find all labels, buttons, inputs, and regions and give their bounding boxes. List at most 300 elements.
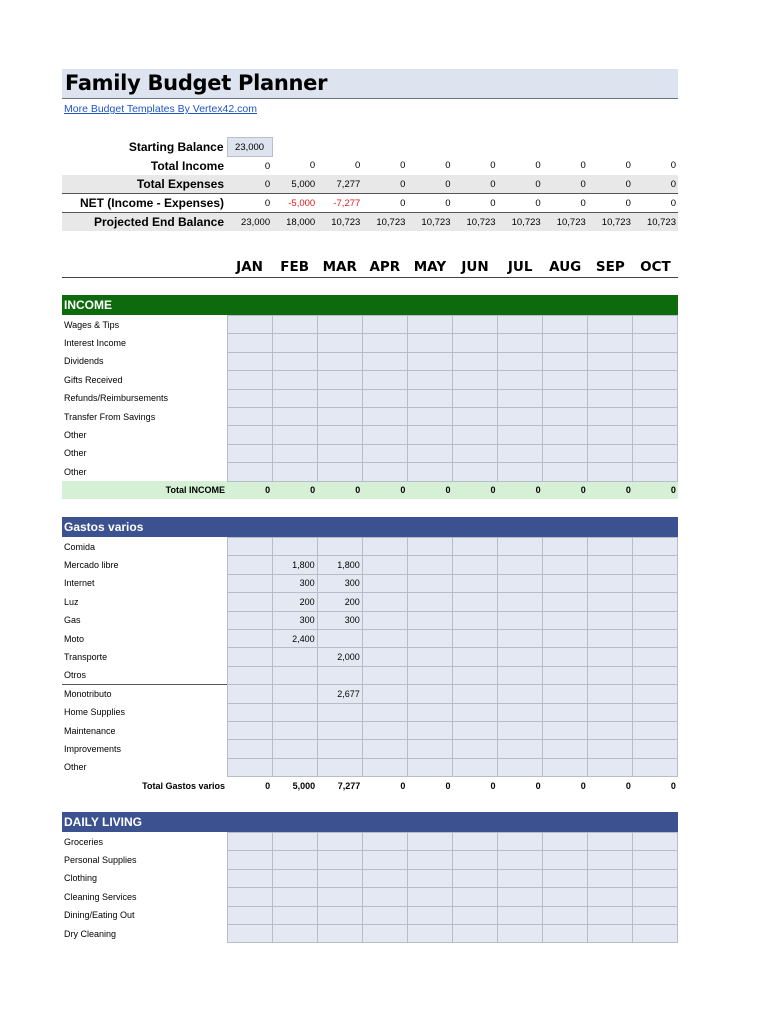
table-row	[62, 851, 678, 869]
gastos-cell[interactable]	[407, 703, 452, 721]
income-cell[interactable]	[498, 371, 543, 389]
income-cell[interactable]	[227, 463, 272, 481]
daily-living-cell[interactable]	[633, 888, 678, 906]
gastos-cell[interactable]	[633, 629, 678, 647]
gastos-cell[interactable]	[498, 685, 543, 703]
daily-living-cell[interactable]	[317, 869, 362, 887]
gastos-cell[interactable]	[362, 611, 407, 629]
gastos-cell[interactable]	[407, 574, 452, 592]
income-total-row	[62, 481, 678, 499]
gastos-cell[interactable]	[543, 740, 588, 758]
gastos-cell[interactable]	[407, 648, 452, 666]
gastos-cell[interactable]	[588, 721, 633, 739]
income-cell[interactable]	[272, 444, 317, 462]
income-cell[interactable]	[543, 316, 588, 334]
gastos-cell[interactable]	[452, 721, 497, 739]
gastos-cell[interactable]	[498, 721, 543, 739]
income-cell[interactable]	[543, 352, 588, 370]
summary-value: 10,723	[317, 213, 362, 232]
gastos-cell[interactable]	[633, 538, 678, 556]
daily-living-cell[interactable]	[362, 906, 407, 924]
daily-living-cell[interactable]	[588, 833, 633, 851]
daily-living-cell[interactable]	[543, 924, 588, 942]
gastos-cell[interactable]	[588, 556, 633, 574]
gastos-cell[interactable]	[498, 574, 543, 592]
daily-living-cell[interactable]	[227, 851, 272, 869]
daily-living-cell[interactable]	[588, 869, 633, 887]
gastos-cell[interactable]: 1,800	[272, 556, 317, 574]
daily-living-cell[interactable]	[317, 906, 362, 924]
gastos-cell[interactable]	[317, 721, 362, 739]
summary-value: 10,723	[452, 213, 497, 232]
income-cell[interactable]	[317, 389, 362, 407]
gastos-row-label: Gas	[64, 615, 81, 626]
gastos-cell[interactable]	[317, 538, 362, 556]
gastos-cell[interactable]	[543, 721, 588, 739]
gastos-cell[interactable]	[633, 758, 678, 776]
income-cell[interactable]	[543, 444, 588, 462]
gastos-cell[interactable]	[633, 593, 678, 611]
income-cell[interactable]	[498, 444, 543, 462]
income-cell[interactable]	[498, 316, 543, 334]
gastos-cell[interactable]	[272, 538, 317, 556]
gastos-cell[interactable]	[272, 740, 317, 758]
gastos-cell[interactable]: 2,000	[317, 648, 362, 666]
gastos-cell[interactable]	[452, 593, 497, 611]
gastos-cell[interactable]: 300	[317, 611, 362, 629]
income-cell[interactable]	[407, 407, 452, 425]
income-cell[interactable]	[272, 352, 317, 370]
gastos-cell[interactable]	[227, 758, 272, 776]
daily-living-cell[interactable]	[452, 888, 497, 906]
income-cell[interactable]	[452, 352, 497, 370]
gastos-cell[interactable]	[362, 703, 407, 721]
gastos-cell[interactable]	[633, 611, 678, 629]
daily-living-cell[interactable]	[227, 906, 272, 924]
gastos-cell[interactable]	[362, 758, 407, 776]
income-cell[interactable]	[498, 334, 543, 352]
gastos-cell[interactable]	[362, 556, 407, 574]
income-cell[interactable]	[407, 371, 452, 389]
daily-living-cell[interactable]	[272, 888, 317, 906]
daily-living-cell[interactable]	[272, 924, 317, 942]
daily-living-cell[interactable]	[543, 888, 588, 906]
gastos-cell[interactable]	[452, 666, 497, 684]
income-cell[interactable]	[452, 389, 497, 407]
income-cell[interactable]	[588, 463, 633, 481]
income-cell[interactable]	[633, 389, 678, 407]
income-cell[interactable]	[633, 426, 678, 444]
income-cell[interactable]	[452, 444, 497, 462]
gastos-total-value: 7,277	[317, 777, 362, 795]
daily-living-cell[interactable]	[272, 869, 317, 887]
gastos-cell[interactable]	[272, 721, 317, 739]
daily-living-cell[interactable]	[543, 869, 588, 887]
income-cell[interactable]	[317, 352, 362, 370]
income-cell[interactable]	[588, 444, 633, 462]
income-cell[interactable]	[227, 334, 272, 352]
gastos-cell[interactable]	[407, 666, 452, 684]
gastos-cell[interactable]	[317, 758, 362, 776]
daily-living-cell[interactable]	[588, 924, 633, 942]
gastos-cell[interactable]	[227, 629, 272, 647]
daily-living-row-label: Personal Supplies	[64, 855, 137, 866]
gastos-cell[interactable]	[588, 703, 633, 721]
gastos-cell[interactable]	[452, 703, 497, 721]
table-row	[62, 611, 678, 629]
daily-living-cell[interactable]	[588, 851, 633, 869]
income-cell[interactable]	[362, 371, 407, 389]
gastos-cell[interactable]	[452, 556, 497, 574]
gastos-cell[interactable]	[498, 666, 543, 684]
daily-living-cell[interactable]	[407, 906, 452, 924]
income-cell[interactable]	[407, 352, 452, 370]
income-cell[interactable]	[407, 463, 452, 481]
daily-living-cell[interactable]	[407, 888, 452, 906]
income-cell[interactable]	[317, 371, 362, 389]
gastos-cell[interactable]	[543, 666, 588, 684]
gastos-cell[interactable]	[407, 556, 452, 574]
gastos-cell[interactable]	[588, 666, 633, 684]
income-cell[interactable]	[588, 407, 633, 425]
gastos-cell[interactable]	[543, 703, 588, 721]
gastos-cell[interactable]	[633, 740, 678, 758]
gastos-cell[interactable]: 200	[272, 593, 317, 611]
gastos-cell[interactable]	[452, 611, 497, 629]
income-cell[interactable]	[588, 334, 633, 352]
gastos-cell[interactable]	[407, 721, 452, 739]
daily-living-cell[interactable]	[227, 924, 272, 942]
daily-living-cell[interactable]	[272, 833, 317, 851]
gastos-cell[interactable]	[452, 574, 497, 592]
gastos-cell[interactable]: 300	[317, 574, 362, 592]
daily-living-cell[interactable]	[633, 833, 678, 851]
table-row	[62, 538, 678, 556]
gastos-cell[interactable]	[227, 556, 272, 574]
daily-living-cell[interactable]	[633, 869, 678, 887]
income-cell[interactable]	[543, 463, 588, 481]
gastos-cell[interactable]	[588, 758, 633, 776]
gastos-cell[interactable]	[543, 574, 588, 592]
gastos-cell[interactable]	[588, 538, 633, 556]
gastos-cell[interactable]	[543, 611, 588, 629]
income-cell[interactable]	[543, 371, 588, 389]
income-cell[interactable]	[633, 352, 678, 370]
daily-living-cell[interactable]	[317, 833, 362, 851]
gastos-cell[interactable]	[317, 666, 362, 684]
gastos-cell[interactable]	[588, 629, 633, 647]
gastos-cell[interactable]	[452, 740, 497, 758]
income-cell[interactable]	[633, 371, 678, 389]
daily-living-cell[interactable]	[498, 833, 543, 851]
gastos-cell[interactable]	[227, 703, 272, 721]
gastos-cell[interactable]	[452, 538, 497, 556]
gastos-cell[interactable]	[498, 611, 543, 629]
daily-living-cell[interactable]	[452, 833, 497, 851]
gastos-cell[interactable]	[407, 629, 452, 647]
income-cell[interactable]	[452, 334, 497, 352]
gastos-cell[interactable]	[633, 648, 678, 666]
gastos-cell[interactable]	[543, 685, 588, 703]
income-cell[interactable]	[317, 426, 362, 444]
gastos-cell[interactable]	[588, 574, 633, 592]
gastos-cell[interactable]	[543, 538, 588, 556]
daily-living-cell[interactable]	[498, 888, 543, 906]
income-cell[interactable]	[227, 389, 272, 407]
gastos-cell[interactable]	[317, 703, 362, 721]
gastos-cell[interactable]	[362, 648, 407, 666]
income-cell[interactable]	[362, 389, 407, 407]
daily-living-cell[interactable]	[452, 869, 497, 887]
income-cell[interactable]	[452, 426, 497, 444]
income-row-label: Refunds/Reimbursements	[64, 393, 169, 404]
income-cell[interactable]	[588, 371, 633, 389]
income-cell[interactable]	[227, 426, 272, 444]
daily-living-cell[interactable]	[633, 851, 678, 869]
gastos-cell[interactable]	[317, 740, 362, 758]
income-cell[interactable]	[588, 426, 633, 444]
gastos-cell[interactable]	[543, 593, 588, 611]
gastos-cell[interactable]	[227, 685, 272, 703]
gastos-cell[interactable]	[227, 574, 272, 592]
gastos-cell[interactable]: 2,400	[272, 629, 317, 647]
gastos-cell[interactable]	[543, 648, 588, 666]
daily-living-cell[interactable]	[452, 851, 497, 869]
gastos-cell[interactable]	[362, 740, 407, 758]
daily-living-cell[interactable]	[498, 851, 543, 869]
gastos-cell[interactable]	[362, 574, 407, 592]
gastos-cell[interactable]	[272, 666, 317, 684]
gastos-cell[interactable]	[633, 556, 678, 574]
gastos-cell[interactable]	[498, 740, 543, 758]
income-cell[interactable]	[362, 316, 407, 334]
daily-living-cell[interactable]	[498, 924, 543, 942]
gastos-cell[interactable]	[317, 629, 362, 647]
income-cell[interactable]	[272, 426, 317, 444]
gastos-cell[interactable]	[633, 703, 678, 721]
income-cell[interactable]	[317, 334, 362, 352]
daily-living-cell[interactable]	[407, 924, 452, 942]
income-cell[interactable]	[362, 426, 407, 444]
income-cell[interactable]	[227, 371, 272, 389]
gastos-cell[interactable]	[633, 721, 678, 739]
gastos-cell[interactable]	[407, 758, 452, 776]
income-cell[interactable]	[227, 352, 272, 370]
income-cell[interactable]	[362, 334, 407, 352]
gastos-cell[interactable]	[272, 703, 317, 721]
gastos-cell[interactable]	[362, 666, 407, 684]
daily-living-cell[interactable]	[407, 833, 452, 851]
gastos-cell[interactable]	[227, 593, 272, 611]
gastos-cell[interactable]	[362, 538, 407, 556]
month-header-jul: JUL	[507, 259, 533, 275]
gastos-cell[interactable]	[498, 593, 543, 611]
gastos-cell[interactable]	[362, 721, 407, 739]
income-cell[interactable]	[227, 316, 272, 334]
daily-living-cell[interactable]	[452, 924, 497, 942]
income-cell[interactable]	[272, 407, 317, 425]
gastos-cell[interactable]	[227, 740, 272, 758]
gastos-cell[interactable]	[272, 648, 317, 666]
income-cell[interactable]	[317, 463, 362, 481]
gastos-cell[interactable]	[588, 648, 633, 666]
daily-living-cell[interactable]	[362, 833, 407, 851]
income-cell[interactable]	[588, 352, 633, 370]
vertex42-link[interactable]: More Budget Templates By Vertex42.com	[64, 103, 257, 115]
income-cell[interactable]	[227, 407, 272, 425]
income-cell[interactable]	[362, 407, 407, 425]
gastos-row-label: Other	[64, 762, 87, 773]
gastos-cell[interactable]	[588, 740, 633, 758]
gastos-cell[interactable]	[272, 685, 317, 703]
income-cell[interactable]	[543, 389, 588, 407]
daily-living-cell[interactable]	[272, 906, 317, 924]
gastos-cell[interactable]	[543, 758, 588, 776]
income-cell[interactable]	[498, 352, 543, 370]
gastos-cell[interactable]	[227, 666, 272, 684]
daily-living-cell[interactable]	[588, 906, 633, 924]
income-cell[interactable]	[633, 463, 678, 481]
income-cell[interactable]	[317, 316, 362, 334]
income-cell[interactable]	[498, 407, 543, 425]
gastos-cell[interactable]	[227, 611, 272, 629]
income-cell[interactable]	[588, 316, 633, 334]
income-cell[interactable]	[633, 334, 678, 352]
income-row-label: Transfer From Savings	[64, 411, 156, 422]
gastos-cell[interactable]	[498, 648, 543, 666]
gastos-cell[interactable]	[407, 538, 452, 556]
income-cell[interactable]	[272, 316, 317, 334]
gastos-cell[interactable]	[407, 685, 452, 703]
starting-balance-input[interactable]: 23,000	[227, 138, 272, 157]
gastos-cell[interactable]	[543, 556, 588, 574]
income-cell[interactable]	[498, 463, 543, 481]
gastos-cell[interactable]	[272, 758, 317, 776]
income-cell[interactable]	[272, 463, 317, 481]
daily-living-cell[interactable]	[362, 888, 407, 906]
gastos-cell[interactable]	[227, 721, 272, 739]
daily-living-cell[interactable]	[317, 924, 362, 942]
daily-living-cell[interactable]	[498, 906, 543, 924]
daily-living-cell[interactable]	[633, 906, 678, 924]
gastos-cell[interactable]	[227, 538, 272, 556]
income-cell[interactable]	[272, 371, 317, 389]
daily-living-cell[interactable]	[362, 924, 407, 942]
income-cell[interactable]	[317, 444, 362, 462]
income-cell[interactable]	[588, 389, 633, 407]
gastos-cell[interactable]	[498, 703, 543, 721]
summary-value: 0	[264, 160, 271, 172]
daily-living-cell[interactable]	[543, 833, 588, 851]
gastos-cell[interactable]	[498, 538, 543, 556]
month-header-oct: OCT	[640, 259, 671, 275]
income-cell[interactable]	[317, 407, 362, 425]
income-cell[interactable]	[272, 334, 317, 352]
income-cell[interactable]	[498, 389, 543, 407]
income-cell[interactable]	[407, 316, 452, 334]
gastos-cell[interactable]	[498, 556, 543, 574]
daily-living-cell[interactable]	[362, 869, 407, 887]
daily-living-cell[interactable]	[407, 869, 452, 887]
gastos-cell[interactable]	[543, 629, 588, 647]
summary-row	[62, 175, 678, 194]
gastos-cell[interactable]	[407, 593, 452, 611]
gastos-cell[interactable]	[407, 740, 452, 758]
gastos-cell[interactable]: 1,800	[317, 556, 362, 574]
income-cell[interactable]	[362, 444, 407, 462]
daily-living-cell[interactable]	[317, 851, 362, 869]
daily-living-cell[interactable]	[227, 888, 272, 906]
gastos-cell[interactable]	[633, 574, 678, 592]
table-row	[62, 758, 678, 776]
gastos-cell[interactable]	[452, 685, 497, 703]
gastos-cell[interactable]	[362, 685, 407, 703]
daily-living-cell[interactable]	[633, 924, 678, 942]
daily-living-cell[interactable]	[227, 833, 272, 851]
daily-living-cell[interactable]	[317, 888, 362, 906]
gastos-cell[interactable]	[452, 758, 497, 776]
gastos-cell[interactable]	[498, 758, 543, 776]
income-cell[interactable]	[498, 426, 543, 444]
income-cell[interactable]	[543, 334, 588, 352]
income-cell[interactable]	[452, 463, 497, 481]
daily-living-cell[interactable]	[543, 906, 588, 924]
income-cell[interactable]	[633, 316, 678, 334]
income-cell[interactable]	[407, 426, 452, 444]
daily-living-cell[interactable]	[452, 906, 497, 924]
gastos-cell[interactable]	[498, 629, 543, 647]
income-cell[interactable]	[633, 407, 678, 425]
income-cell[interactable]	[362, 463, 407, 481]
daily-living-cell[interactable]	[227, 869, 272, 887]
gastos-cell[interactable]	[407, 611, 452, 629]
income-cell[interactable]	[543, 426, 588, 444]
income-cell[interactable]	[227, 444, 272, 462]
gastos-cell[interactable]	[452, 629, 497, 647]
gastos-cell[interactable]: 300	[272, 574, 317, 592]
gastos-cell[interactable]	[452, 648, 497, 666]
daily-living-cell[interactable]	[543, 851, 588, 869]
daily-living-cell[interactable]	[588, 888, 633, 906]
gastos-row-label: Comida	[64, 541, 96, 552]
income-cell[interactable]	[407, 444, 452, 462]
gastos-cell[interactable]	[362, 629, 407, 647]
gastos-cell[interactable]	[588, 685, 633, 703]
daily-living-cell[interactable]	[362, 851, 407, 869]
gastos-cell[interactable]	[633, 685, 678, 703]
gastos-cell[interactable]: 2,677	[317, 685, 362, 703]
income-cell[interactable]	[452, 371, 497, 389]
income-cell[interactable]	[407, 389, 452, 407]
gastos-cell[interactable]	[227, 648, 272, 666]
gastos-cell[interactable]	[588, 611, 633, 629]
income-cell[interactable]	[633, 444, 678, 462]
gastos-cell[interactable]: 200	[317, 593, 362, 611]
income-cell[interactable]	[452, 316, 497, 334]
income-cell[interactable]	[362, 352, 407, 370]
daily-living-cell[interactable]	[272, 851, 317, 869]
income-cell[interactable]	[407, 334, 452, 352]
gastos-cell[interactable]	[633, 666, 678, 684]
income-cell[interactable]	[543, 407, 588, 425]
gastos-cell[interactable]	[588, 593, 633, 611]
gastos-cell[interactable]	[362, 593, 407, 611]
daily-living-cell[interactable]	[407, 851, 452, 869]
daily-living-cell[interactable]	[498, 869, 543, 887]
income-cell[interactable]	[272, 389, 317, 407]
income-cell[interactable]	[452, 407, 497, 425]
gastos-cell[interactable]: 300	[272, 611, 317, 629]
